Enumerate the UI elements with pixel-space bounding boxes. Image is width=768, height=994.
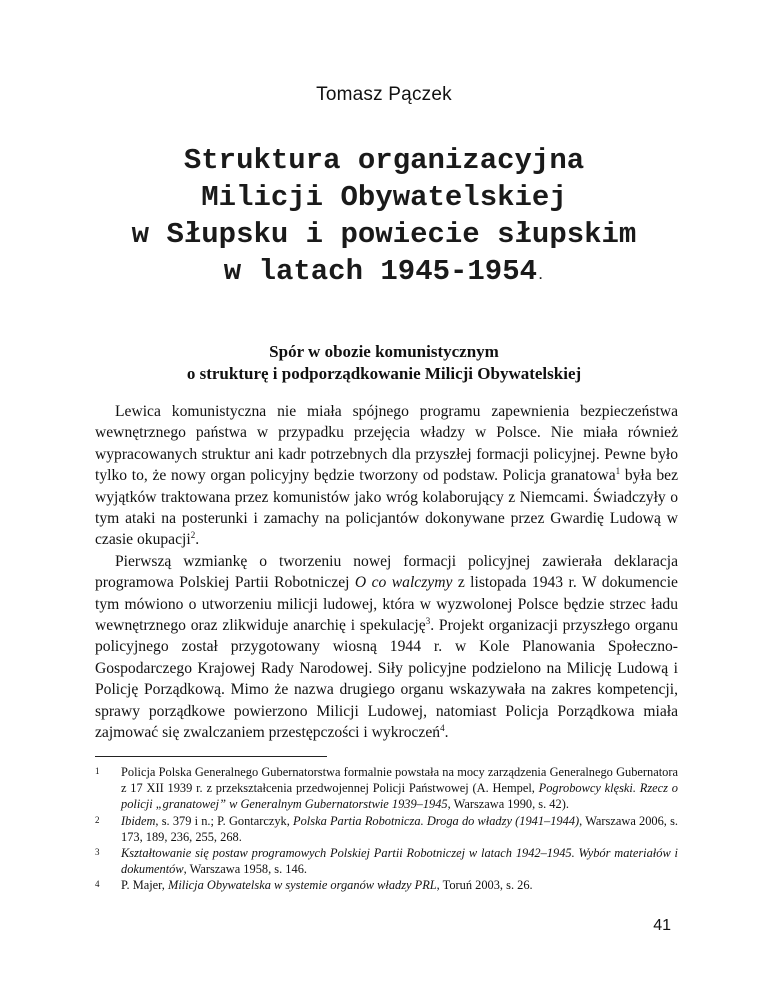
section-heading xyxy=(0,341,768,385)
title-line: Struktura organizacyjna xyxy=(183,144,585,177)
paragraph-text: była bez wyjątków traktowana przez komunistów jako wróg kolaborujący z Niemcami. Świadczyły o tym ataki na posterunki i zamachy na policjantów dokonywane przez Gwardię Ludową w czasie okupacji xyxy=(95,467,678,549)
footnote-number: 3 xyxy=(95,847,100,858)
section-heading-line: Spór w obozie komunistycznym xyxy=(269,342,499,361)
italic-title: O co walczymy xyxy=(354,574,453,592)
paragraph-text: z listopada 1943 r. W dokumencie tym mówiono o utworzeniu milicji ludowej, która w wyzwolonej Polsce będzie strzec ładu wewnętrznego oraz zlikwiduje anarchię i spekulację xyxy=(95,574,678,635)
footnote-number: 4 xyxy=(95,879,100,890)
paragraph xyxy=(95,551,678,744)
footnote-ref: 1 xyxy=(615,466,621,477)
paragraph-text: Pierwszą wzmiankę o tworzeniu nowej formacji policyjnej zawierała deklaracja programowa Polskiej Partii Robotniczej xyxy=(95,552,678,592)
footnote-divider xyxy=(95,756,327,757)
section-heading-line: o strukturę i podporządkowanie Milicji Obywatelskiej xyxy=(186,364,582,383)
title-line xyxy=(40,253,728,295)
footnote-ref: 2 xyxy=(190,530,196,541)
page-number: 41 xyxy=(653,917,671,934)
article-title xyxy=(40,142,728,295)
footnote xyxy=(95,845,678,877)
body-text xyxy=(95,401,678,744)
footnote xyxy=(95,764,678,813)
footnote-text: Policja Polska Generalnego Gubernatorstwa formalnie powstała na mocy zarządzenia Generalnego Gubernatora z 17 XII 1939 r. z przekształcenia przedwojennej Policji Państwowej (A. Hempel, Pogrobowcy klęski. Rzecz o policji „granatowej” w Generalnym Gubernatorstwie 1939–1945, Warszawa 1990, s. 42). xyxy=(121,765,678,812)
footnote-number: 1 xyxy=(95,766,100,776)
footnote-number: 2 xyxy=(95,814,100,825)
paragraph xyxy=(95,401,678,551)
title-footnote-mark: . xyxy=(537,269,545,283)
footnote xyxy=(95,813,678,845)
footnotes xyxy=(95,764,678,894)
footnote-ref: 3 xyxy=(425,615,431,626)
title-line-text: w latach 1945-1954 xyxy=(223,255,538,288)
title-line: w Słupsku i powiecie słupskim xyxy=(131,218,637,251)
paragraph-text: . Projekt organizacji przyszłego organu policyjnego został przygotowany wiosną 1944 r. w Kole Planowania Społeczno-Gospodarczego Krajowej Rady Narodowej. Siły policyjne podzielono na Milicję Ludową i Policję Porządkową. Mimo że nazwa drugiego organu wskazywała na zakres kompetencji, sprawy porządkowe powierzono Milicji Ludowej, natomiast Policja Porządkowa miała zajmować się zwalczaniem przestępczości i wykroczeń xyxy=(95,617,679,742)
paragraph-text: . xyxy=(195,531,200,549)
footnote-ref: 4 xyxy=(440,722,445,733)
footnote-text: Kształtowanie się postaw programowych Polskiej Partii Robotniczej w latach 1942–1945. Wybór materiałów i dokumentów, Warszawa 1958, s. 146. xyxy=(121,846,678,877)
footnote xyxy=(95,877,678,893)
title-line: Milicji Obywatelskiej xyxy=(201,181,567,214)
footnote-text: P. Majer, Milicja Obywatelska w systemie organów władzy PRL, Toruń 2003, s. 26. xyxy=(121,878,533,893)
paragraph-text: . xyxy=(444,724,449,742)
author-name: Tomasz Pączek xyxy=(316,84,452,105)
paragraph-text: Lewica komunistyczna nie miała spójnego programu zapewnienia bezpieczeństwa wewnętrznego państwa w przypadku przejęcia władzy w Polsce. Nie miała również wypracowanych struktur ani kadr potrzebnych dla przyszłej formacji policyjnej. Pewne było tylko to, że nowy organ policyjny będzie tworzony od podstaw. Policja granatowa xyxy=(95,403,678,485)
footnote-text: Ibidem, s. 379 i n.; P. Gontarczyk, Polska Partia Robotnicza. Droga do władzy (1941–1944), Warszawa 2006, s. 173, 189, 236, 255, 268. xyxy=(121,813,678,844)
